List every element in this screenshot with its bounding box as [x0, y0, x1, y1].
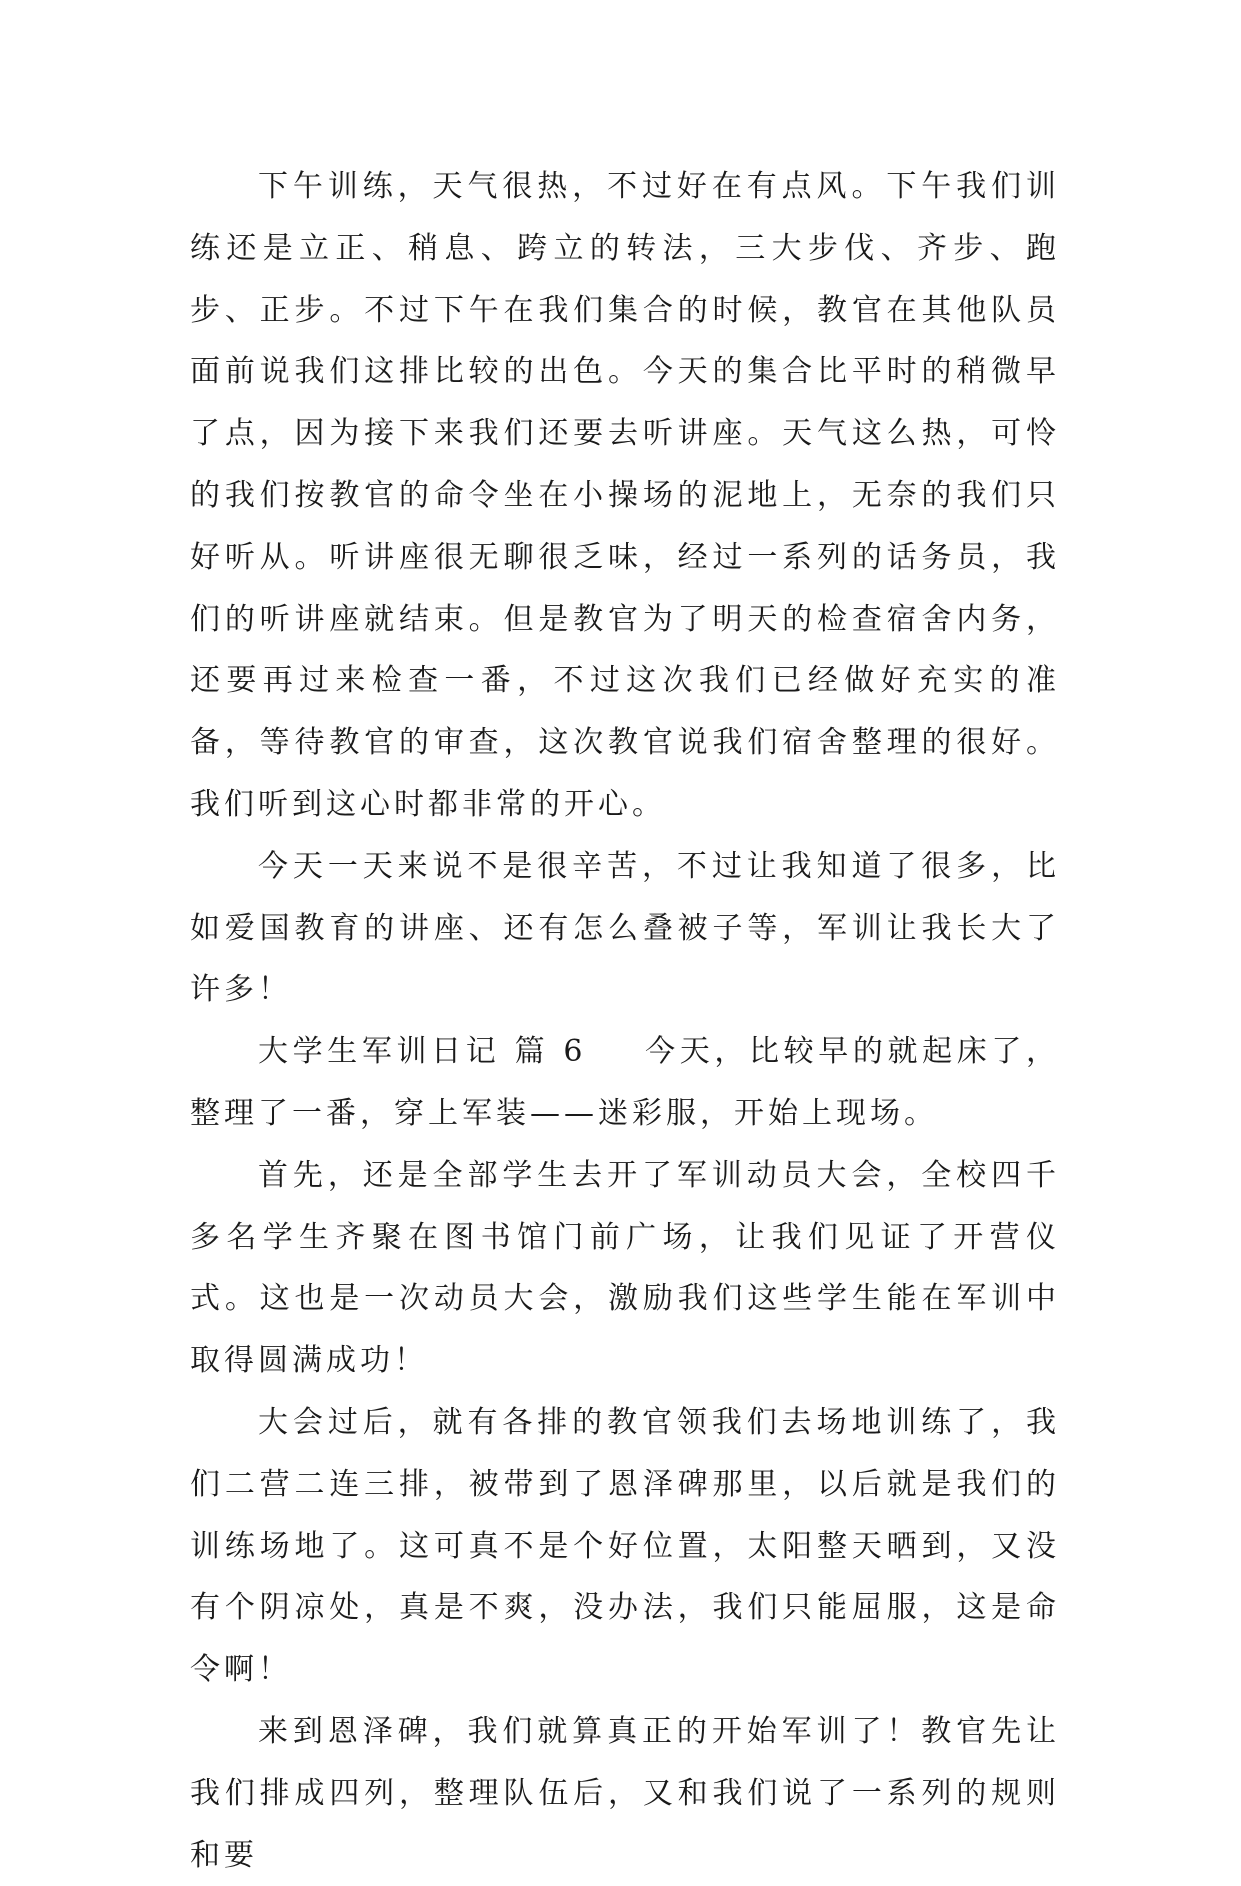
paragraph-entry-6 [190, 1021, 1060, 1145]
paragraph-training-field: 大会过后，就有各排的教官领我们去场地训练了，我们二营二连三排，被带到了恩泽碑那里，以后就是我们的训练场地了。这可真不是个好位置，太阳整天晒到，又没有个阴凉处，真是不爽，没办法，我们只能屈服，这是命令啊！ [190, 1404, 1060, 1688]
entry-title: 大学生军训日记 篇 6 [258, 1034, 587, 1070]
paragraph-mobilization: 首先，还是全部学生去开了军训动员大会，全校四千多名学生齐聚在图书馆门前广场，让我们见证了开营仪式。这也是一次动员大会，激励我们这些学生能在军训中取得圆满成功！ [190, 1157, 1060, 1379]
paragraph-day-summary: 今天一天来说不是很辛苦，不过让我知道了很多，比如爱国教育的讲座、还有怎么叠被子等，军训让我长大了许多！ [190, 848, 1060, 1008]
document-body [190, 156, 1060, 1886]
paragraph-afternoon-training: 下午训练，天气很热，不过好在有点风。下午我们训练还是立正、稍息、跨立的转法，三大步伐、齐步、跑步、正步。不过下午在我们集合的时候，教官在其他队员面前说我们这排比较的出色。今天的集合比平时的稍微早了点，因为接下来我们还要去听讲座。天气这么热，可怜的我们按教官的命令坐在小操场的泥地上，无奈的我们只好听从。听讲座很无聊很乏味，经过一系列的话务员，我们的听讲座就结束。但是教官为了明天的检查宿舍内务，还要再过来检查一番，不过这次我们已经做好充实的准备，等待教官的审查，这次教官说我们宿舍整理的很好。我们听到这心时都非常的开心。 [190, 169, 1060, 822]
paragraph-training-start: 来到恩泽碑，我们就算真正的开始军训了！教官先让我们排成四列，整理队伍后，又和我们说了一系列的规则和要 [190, 1713, 1060, 1873]
entry-intro: 今天，比较早的就起床了，整理了一番，穿上军装——迷彩服，开始上现场。 [190, 1034, 1060, 1131]
